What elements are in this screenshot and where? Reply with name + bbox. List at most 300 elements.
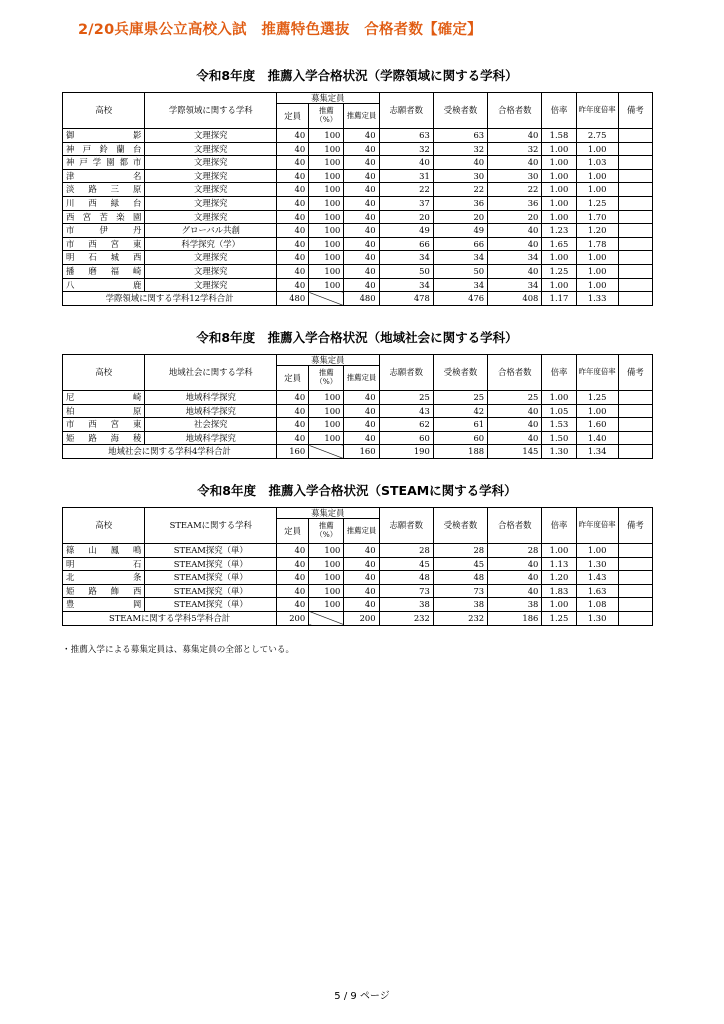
- remarks-cell: [618, 431, 652, 445]
- applicants-cell: 48: [379, 571, 433, 585]
- rec-capacity-cell: 40: [344, 237, 379, 251]
- ratio-cell: 1.23: [542, 224, 576, 238]
- table-row: [63, 431, 653, 445]
- table-row: [63, 404, 653, 418]
- rec-percent-cell: 100: [309, 278, 344, 292]
- school-name-cell: 篠山鳳鳴: [63, 544, 145, 558]
- section-title-regional: 令和8年度 推薦入学合格状況（地域社会に関する学科）: [196, 330, 518, 345]
- total-applicants-cell: 232: [379, 611, 433, 625]
- rec-percent-cell: 100: [309, 196, 344, 210]
- ratio-cell: 1.00: [542, 251, 576, 265]
- column-header-applicants: 志願者数: [379, 355, 433, 391]
- school-name-cell: 播磨福崎: [63, 264, 145, 278]
- column-header-rec-capacity: 推薦定員: [344, 104, 379, 129]
- school-name-cell: 淡路三原: [63, 183, 145, 197]
- capacity-cell: 40: [277, 278, 309, 292]
- column-header-rec-capacity: 推薦定員: [344, 519, 379, 544]
- school-name-cell: 御影: [63, 129, 145, 143]
- ratio-cell: 1.83: [542, 584, 576, 598]
- capacity-cell: 40: [277, 169, 309, 183]
- prev-ratio-cell: 1.00: [576, 264, 618, 278]
- prev-ratio-cell: 1.03: [576, 156, 618, 170]
- rec-percent-cell: 100: [309, 431, 344, 445]
- examinees-cell: 63: [433, 129, 487, 143]
- school-name-cell: 市西宮東: [63, 418, 145, 432]
- total-rec-percent-cell: [309, 611, 344, 625]
- prev-ratio-cell: 1.00: [576, 544, 618, 558]
- rec-capacity-cell: 40: [344, 584, 379, 598]
- table-row: [63, 169, 653, 183]
- rec-capacity-cell: 40: [344, 129, 379, 143]
- prev-ratio-cell: 2.75: [576, 129, 618, 143]
- applicants-cell: 31: [379, 169, 433, 183]
- column-header-school: 高校: [63, 93, 145, 129]
- column-header-department: STEAMに関する学科: [145, 508, 277, 544]
- passed-cell: 40: [488, 264, 542, 278]
- column-header-rec-percent: 推薦（%）: [309, 519, 344, 544]
- page-number: 5 / 9 ページ: [334, 991, 390, 1002]
- passed-cell: 40: [488, 156, 542, 170]
- column-header-examinees: 受検者数: [433, 355, 487, 391]
- department-cell: 文理探究: [145, 156, 277, 170]
- column-header-capacity: 定員: [277, 104, 309, 129]
- ratio-cell: 1.00: [542, 391, 576, 405]
- school-name-cell: 市伊丹: [63, 224, 145, 238]
- capacity-cell: 40: [277, 224, 309, 238]
- passed-cell: 25: [488, 391, 542, 405]
- capacity-cell: 40: [277, 598, 309, 612]
- column-header-ratio: 倍率: [542, 508, 576, 544]
- total-examinees-cell: 232: [433, 611, 487, 625]
- total-label-cell: STEAMに関する学科5学科合計: [63, 611, 277, 625]
- school-name-cell: 津名: [63, 169, 145, 183]
- rec-capacity-cell: 40: [344, 210, 379, 224]
- results-table-steam: [62, 507, 653, 626]
- remarks-cell: [618, 156, 652, 170]
- column-header-recruit-group: 募集定員: [277, 508, 380, 519]
- remarks-cell: [618, 251, 652, 265]
- rec-percent-cell: 100: [309, 251, 344, 265]
- passed-cell: 40: [488, 404, 542, 418]
- capacity-cell: 40: [277, 584, 309, 598]
- rec-percent-cell: 100: [309, 584, 344, 598]
- ratio-cell: 1.13: [542, 557, 576, 571]
- department-cell: 文理探究: [145, 210, 277, 224]
- total-rec-percent-cell: [309, 292, 344, 306]
- department-cell: 文理探究: [145, 169, 277, 183]
- total-remarks-cell: [618, 611, 652, 625]
- department-cell: STEAM探究（単）: [145, 584, 277, 598]
- table-row: [63, 129, 653, 143]
- ratio-cell: 1.00: [542, 142, 576, 156]
- prev-ratio-cell: 1.25: [576, 391, 618, 405]
- department-cell: 文理探究: [145, 278, 277, 292]
- remarks-cell: [618, 598, 652, 612]
- total-row: [63, 611, 653, 625]
- school-name-cell: 西宮苦楽園: [63, 210, 145, 224]
- total-capacity-cell: 200: [277, 611, 309, 625]
- examinees-cell: 50: [433, 264, 487, 278]
- passed-cell: 32: [488, 142, 542, 156]
- remarks-cell: [618, 264, 652, 278]
- table-row: [63, 156, 653, 170]
- column-header-examinees: 受検者数: [433, 508, 487, 544]
- results-table-regional: [62, 354, 653, 459]
- department-cell: STEAM探究（単）: [145, 544, 277, 558]
- prev-ratio-cell: 1.63: [576, 584, 618, 598]
- department-cell: STEAM探究（単）: [145, 557, 277, 571]
- prev-ratio-cell: 1.08: [576, 598, 618, 612]
- prev-ratio-cell: 1.00: [576, 142, 618, 156]
- table-row: [63, 418, 653, 432]
- total-remarks-cell: [618, 445, 652, 459]
- examinees-cell: 34: [433, 278, 487, 292]
- ratio-cell: 1.00: [542, 156, 576, 170]
- table-row: [63, 210, 653, 224]
- column-header-remarks: 備考: [618, 508, 652, 544]
- rec-capacity-cell: 40: [344, 156, 379, 170]
- applicants-cell: 32: [379, 142, 433, 156]
- capacity-cell: 40: [277, 431, 309, 445]
- remarks-cell: [618, 557, 652, 571]
- applicants-cell: 40: [379, 156, 433, 170]
- table-row: [63, 391, 653, 405]
- results-table-interdisciplinary: [62, 92, 653, 306]
- total-capacity-cell: 160: [277, 445, 309, 459]
- rec-percent-cell: 100: [309, 598, 344, 612]
- department-cell: 社会探究: [145, 418, 277, 432]
- column-header-rec-percent: 推薦（%）: [309, 366, 344, 391]
- ratio-cell: 1.05: [542, 404, 576, 418]
- ratio-cell: 1.20: [542, 571, 576, 585]
- prev-ratio-cell: 1.43: [576, 571, 618, 585]
- rec-capacity-cell: 40: [344, 571, 379, 585]
- passed-cell: 40: [488, 557, 542, 571]
- applicants-cell: 50: [379, 264, 433, 278]
- rec-capacity-cell: 40: [344, 196, 379, 210]
- applicants-cell: 20: [379, 210, 433, 224]
- table-row: [63, 251, 653, 265]
- applicants-cell: 34: [379, 251, 433, 265]
- ratio-cell: 1.00: [542, 598, 576, 612]
- applicants-cell: 28: [379, 544, 433, 558]
- passed-cell: 36: [488, 196, 542, 210]
- examinees-cell: 61: [433, 418, 487, 432]
- applicants-cell: 43: [379, 404, 433, 418]
- prev-ratio-cell: 1.00: [576, 251, 618, 265]
- examinees-cell: 49: [433, 224, 487, 238]
- rec-percent-cell: 100: [309, 391, 344, 405]
- examinees-cell: 60: [433, 431, 487, 445]
- remarks-cell: [618, 391, 652, 405]
- column-header-passed: 合格者数: [488, 508, 542, 544]
- ratio-cell: 1.25: [542, 264, 576, 278]
- examinees-cell: 38: [433, 598, 487, 612]
- examinees-cell: 30: [433, 169, 487, 183]
- prev-ratio-cell: 1.60: [576, 418, 618, 432]
- column-header-department: 地域社会に関する学科: [145, 355, 277, 391]
- ratio-cell: 1.65: [542, 237, 576, 251]
- capacity-cell: 40: [277, 391, 309, 405]
- rec-percent-cell: 100: [309, 404, 344, 418]
- capacity-cell: 40: [277, 557, 309, 571]
- total-capacity-cell: 480: [277, 292, 309, 306]
- passed-cell: 40: [488, 431, 542, 445]
- school-name-cell: 尼崎: [63, 391, 145, 405]
- department-cell: 文理探究: [145, 251, 277, 265]
- column-header-department: 学際領域に関する学科: [145, 93, 277, 129]
- table-row: [63, 557, 653, 571]
- rec-percent-cell: 100: [309, 142, 344, 156]
- applicants-cell: 34: [379, 278, 433, 292]
- table-row: [63, 264, 653, 278]
- school-name-cell: 豊岡: [63, 598, 145, 612]
- total-passed-cell: 145: [488, 445, 542, 459]
- rec-capacity-cell: 40: [344, 264, 379, 278]
- remarks-cell: [618, 278, 652, 292]
- rec-capacity-cell: 40: [344, 418, 379, 432]
- table-row: [63, 278, 653, 292]
- table-row: [63, 571, 653, 585]
- department-cell: 文理探究: [145, 183, 277, 197]
- passed-cell: 38: [488, 598, 542, 612]
- prev-ratio-cell: 1.40: [576, 431, 618, 445]
- column-header-recruit-group: 募集定員: [277, 355, 380, 366]
- rec-percent-cell: 100: [309, 544, 344, 558]
- table-row: [63, 544, 653, 558]
- prev-ratio-cell: 1.70: [576, 210, 618, 224]
- rec-percent-cell: 100: [309, 224, 344, 238]
- rec-percent-cell: 100: [309, 129, 344, 143]
- department-cell: 文理探究: [145, 264, 277, 278]
- column-header-school: 高校: [63, 355, 145, 391]
- total-label-cell: 地域社会に関する学科4学科合計: [63, 445, 277, 459]
- remarks-cell: [618, 571, 652, 585]
- examinees-cell: 34: [433, 251, 487, 265]
- column-header-remarks: 備考: [618, 93, 652, 129]
- total-applicants-cell: 190: [379, 445, 433, 459]
- column-header-ratio: 倍率: [542, 93, 576, 129]
- rec-percent-cell: 100: [309, 418, 344, 432]
- passed-cell: 40: [488, 418, 542, 432]
- total-ratio-cell: 1.30: [542, 445, 576, 459]
- total-remarks-cell: [618, 292, 652, 306]
- passed-cell: 28: [488, 544, 542, 558]
- department-cell: 地域科学探究: [145, 391, 277, 405]
- ratio-cell: 1.00: [542, 278, 576, 292]
- department-cell: 科学探究（学）: [145, 237, 277, 251]
- prev-ratio-cell: 1.00: [576, 278, 618, 292]
- rec-percent-cell: 100: [309, 183, 344, 197]
- school-name-cell: 八鹿: [63, 278, 145, 292]
- passed-cell: 34: [488, 251, 542, 265]
- prev-ratio-cell: 1.25: [576, 196, 618, 210]
- capacity-cell: 40: [277, 418, 309, 432]
- total-prev-ratio-cell: 1.33: [576, 292, 618, 306]
- total-applicants-cell: 478: [379, 292, 433, 306]
- footnote: ・推薦入学による募集定員は、募集定員の全部としている。: [62, 645, 295, 655]
- section-title-interdisciplinary: 令和8年度 推薦入学合格状況（学際領域に関する学科）: [196, 68, 518, 83]
- column-header-recruit-group: 募集定員: [277, 93, 380, 104]
- table-row: [63, 224, 653, 238]
- rec-capacity-cell: 40: [344, 278, 379, 292]
- applicants-cell: 60: [379, 431, 433, 445]
- rec-capacity-cell: 40: [344, 251, 379, 265]
- remarks-cell: [618, 196, 652, 210]
- ratio-cell: 1.00: [542, 169, 576, 183]
- capacity-cell: 40: [277, 183, 309, 197]
- rec-percent-cell: 100: [309, 237, 344, 251]
- total-prev-ratio-cell: 1.34: [576, 445, 618, 459]
- examinees-cell: 20: [433, 210, 487, 224]
- remarks-cell: [618, 210, 652, 224]
- applicants-cell: 62: [379, 418, 433, 432]
- total-label-cell: 学際領域に関する学科12学科合計: [63, 292, 277, 306]
- total-ratio-cell: 1.25: [542, 611, 576, 625]
- department-cell: 地域科学探究: [145, 431, 277, 445]
- school-name-cell: 姫路飾西: [63, 584, 145, 598]
- header-row: [63, 93, 653, 104]
- applicants-cell: 38: [379, 598, 433, 612]
- header-row: [63, 355, 653, 366]
- rec-capacity-cell: 40: [344, 224, 379, 238]
- document-headline: 2/20兵庫県公立高校入試 推薦特色選抜 合格者数【確定】: [78, 22, 482, 38]
- ratio-cell: 1.00: [542, 183, 576, 197]
- remarks-cell: [618, 544, 652, 558]
- prev-ratio-cell: 1.20: [576, 224, 618, 238]
- column-header-applicants: 志願者数: [379, 93, 433, 129]
- remarks-cell: [618, 142, 652, 156]
- rec-capacity-cell: 40: [344, 404, 379, 418]
- header-row: [63, 508, 653, 519]
- passed-cell: 40: [488, 224, 542, 238]
- column-header-prev-ratio: 昨年度倍率: [576, 93, 618, 129]
- table-row: [63, 142, 653, 156]
- prev-ratio-cell: 1.00: [576, 169, 618, 183]
- prev-ratio-cell: 1.00: [576, 404, 618, 418]
- capacity-cell: 40: [277, 196, 309, 210]
- column-header-examinees: 受検者数: [433, 93, 487, 129]
- rec-capacity-cell: 40: [344, 169, 379, 183]
- remarks-cell: [618, 237, 652, 251]
- school-name-cell: 神戸学園都市: [63, 156, 145, 170]
- ratio-cell: 1.00: [542, 196, 576, 210]
- total-row: [63, 445, 653, 459]
- column-header-passed: 合格者数: [488, 355, 542, 391]
- passed-cell: 40: [488, 584, 542, 598]
- department-cell: 文理探究: [145, 196, 277, 210]
- rec-percent-cell: 100: [309, 169, 344, 183]
- passed-cell: 40: [488, 571, 542, 585]
- remarks-cell: [618, 129, 652, 143]
- examinees-cell: 42: [433, 404, 487, 418]
- school-name-cell: 市西宮東: [63, 237, 145, 251]
- column-header-rec-percent: 推薦（%）: [309, 104, 344, 129]
- passed-cell: 20: [488, 210, 542, 224]
- passed-cell: 34: [488, 278, 542, 292]
- rec-percent-cell: 100: [309, 264, 344, 278]
- applicants-cell: 73: [379, 584, 433, 598]
- total-rec-capacity-cell: 480: [344, 292, 379, 306]
- passed-cell: 40: [488, 237, 542, 251]
- rec-capacity-cell: 40: [344, 391, 379, 405]
- table-row: [63, 183, 653, 197]
- rec-percent-cell: 100: [309, 557, 344, 571]
- passed-cell: 22: [488, 183, 542, 197]
- capacity-cell: 40: [277, 156, 309, 170]
- capacity-cell: 40: [277, 251, 309, 265]
- school-name-cell: 川西緑台: [63, 196, 145, 210]
- rec-percent-cell: 100: [309, 210, 344, 224]
- applicants-cell: 66: [379, 237, 433, 251]
- capacity-cell: 40: [277, 544, 309, 558]
- applicants-cell: 37: [379, 196, 433, 210]
- rec-capacity-cell: 40: [344, 598, 379, 612]
- examinees-cell: 66: [433, 237, 487, 251]
- department-cell: グローバル共創: [145, 224, 277, 238]
- total-prev-ratio-cell: 1.30: [576, 611, 618, 625]
- table-row: [63, 196, 653, 210]
- remarks-cell: [618, 418, 652, 432]
- section-title-steam: 令和8年度 推薦入学合格状況（STEAMに関する学科）: [197, 483, 517, 498]
- applicants-cell: 22: [379, 183, 433, 197]
- department-cell: 文理探究: [145, 129, 277, 143]
- rec-capacity-cell: 40: [344, 431, 379, 445]
- remarks-cell: [618, 169, 652, 183]
- rec-percent-cell: 100: [309, 156, 344, 170]
- capacity-cell: 40: [277, 571, 309, 585]
- school-name-cell: 明石: [63, 557, 145, 571]
- examinees-cell: 36: [433, 196, 487, 210]
- capacity-cell: 40: [277, 129, 309, 143]
- total-rec-capacity-cell: 160: [344, 445, 379, 459]
- department-cell: STEAM探究（単）: [145, 598, 277, 612]
- total-examinees-cell: 476: [433, 292, 487, 306]
- examinees-cell: 22: [433, 183, 487, 197]
- capacity-cell: 40: [277, 237, 309, 251]
- ratio-cell: 1.50: [542, 431, 576, 445]
- examinees-cell: 48: [433, 571, 487, 585]
- school-name-cell: 神戸鈴蘭台: [63, 142, 145, 156]
- prev-ratio-cell: 1.30: [576, 557, 618, 571]
- capacity-cell: 40: [277, 404, 309, 418]
- column-header-prev-ratio: 昨年度倍率: [576, 355, 618, 391]
- column-header-capacity: 定員: [277, 519, 309, 544]
- applicants-cell: 49: [379, 224, 433, 238]
- remarks-cell: [618, 183, 652, 197]
- ratio-cell: 1.00: [542, 544, 576, 558]
- school-name-cell: 姫路海稜: [63, 431, 145, 445]
- total-examinees-cell: 188: [433, 445, 487, 459]
- table-row: [63, 584, 653, 598]
- column-header-capacity: 定員: [277, 366, 309, 391]
- total-passed-cell: 408: [488, 292, 542, 306]
- rec-capacity-cell: 40: [344, 142, 379, 156]
- column-header-school: 高校: [63, 508, 145, 544]
- school-name-cell: 北条: [63, 571, 145, 585]
- applicants-cell: 25: [379, 391, 433, 405]
- applicants-cell: 45: [379, 557, 433, 571]
- table-row: [63, 598, 653, 612]
- remarks-cell: [618, 404, 652, 418]
- passed-cell: 40: [488, 129, 542, 143]
- total-ratio-cell: 1.17: [542, 292, 576, 306]
- rec-capacity-cell: 40: [344, 544, 379, 558]
- examinees-cell: 45: [433, 557, 487, 571]
- rec-percent-cell: 100: [309, 571, 344, 585]
- examinees-cell: 40: [433, 156, 487, 170]
- examinees-cell: 32: [433, 142, 487, 156]
